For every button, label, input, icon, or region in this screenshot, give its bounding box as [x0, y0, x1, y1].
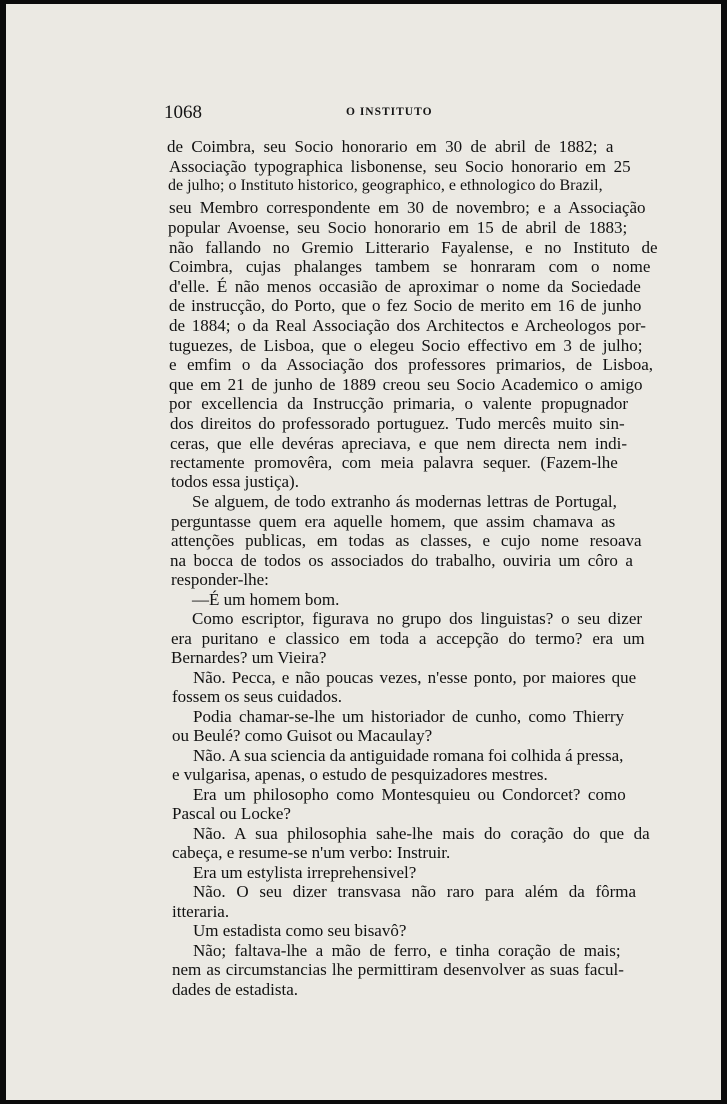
text-line: na bocca de todos os associados do trabalho, ouviria um côro a: [170, 551, 633, 570]
text-line: ceras, que elle devéras apreciava, e que nem directa nem indi-: [170, 434, 627, 453]
text-line: popular Avoense, seu Socio honorario em 15 de abril de 1883;: [168, 218, 628, 237]
text-line: Não; faltava-lhe a mão de ferro, e tinha coração de mais;: [193, 941, 621, 960]
text-line: d'elle. É não menos occasião de aproximar o nome da Sociedade: [169, 277, 641, 296]
text-line: Coimbra, cujas phalanges tambem se honraram com o nome: [169, 257, 651, 276]
text-line: Podia chamar-se-lhe um historiador de cunho, como Thierry: [193, 707, 625, 726]
text-line: ou Beulé? como Guisot ou Macaulay?: [172, 726, 433, 745]
text-line: Não. A sua sciencia da antiguidade romana foi colhida á pressa,: [193, 746, 624, 765]
text-line: de instrucção, do Porto, que o fez Socio de merito em 16 de junho: [169, 296, 642, 315]
text-line: dos direitos do professorado portuguez. Tudo mercês muito sin-: [170, 414, 625, 433]
page-number: 1068: [164, 102, 202, 123]
text-line: responder-lhe:: [171, 570, 269, 589]
running-title: O INSTITUTO: [346, 106, 433, 118]
text-line: era puritano e classico em toda a accepção do termo? era um: [171, 629, 645, 648]
text-line: seu Membro correspondente em 30 de novembro; e a Associação: [169, 198, 646, 217]
text-line: de 1884; o da Real Associação dos Architectos e Archeologos por-: [169, 316, 646, 335]
book-page: [6, 4, 721, 1100]
text-line: Era um philosopho como Montesquieu ou Condorcet? como: [193, 785, 626, 804]
text-line: Não. A sua philosophia sahe-lhe mais do coração do que da: [193, 824, 650, 843]
text-line: todos essa justiça).: [171, 472, 299, 491]
text-line: Um estadista como seu bisavô?: [193, 921, 407, 940]
text-line: tuguezes, de Lisboa, que o elegeu Socio effectivo em 3 de julho;: [169, 336, 643, 355]
text-line: dades de estadista.: [172, 980, 299, 999]
text-line: —É um homem bom.: [192, 590, 340, 609]
text-line: de Coimbra, seu Socio honorario em 30 de abril de 1882; a: [167, 137, 614, 156]
text-line: cabeça, e resume-se n'um verbo: Instruir.: [172, 843, 451, 862]
text-line: perguntasse quem era aquelle homem, que assim chamava as: [171, 512, 616, 531]
text-line: itteraria.: [172, 902, 230, 921]
text-line: Não. Pecca, e não poucas vezes, n'esse ponto, por maiores que: [193, 668, 637, 687]
text-line: Como escriptor, figurava no grupo dos linguistas? o seu dizer: [192, 609, 643, 628]
text-line: fossem os seus cuidados.: [172, 687, 342, 706]
text-line: Pascal ou Locke?: [172, 804, 291, 823]
text-line: rectamente promovêra, com meia palavra sequer. (Fazem-lhe: [170, 453, 618, 472]
text-line: não fallando no Gremio Litterario Fayalense, e no Instituto de: [169, 238, 658, 257]
text-line: Não. O seu dizer transvasa não raro para além da fôrma: [193, 882, 637, 901]
text-line: e emfim o da Associação dos professores primarios, de Lisboa,: [169, 355, 653, 374]
text-line: e vulgarisa, apenas, o estudo de pesquizadores mestres.: [172, 765, 548, 784]
text-line: attenções publicas, em todas as classes, e cujo nome resoava: [171, 531, 642, 550]
text-line: Associação typographica lisbonense, seu Socio honorario em 25: [169, 157, 631, 176]
text-line: que em 21 de junho de 1889 creou seu Socio Academico o amigo: [169, 375, 643, 394]
text-line: Era um estylista irreprehensivel?: [193, 863, 417, 882]
text-line: Se alguem, de todo extranho ás modernas lettras de Portugal,: [192, 492, 617, 511]
text-line: Bernardes? um Vieira?: [171, 648, 327, 667]
text-line: de julho; o Instituto historico, geographico, e ethnologico do Brazil,: [168, 177, 603, 194]
body-text: [6, 4, 721, 1100]
text-line: por excellencia da Instrucção primaria, o valente propugnador: [169, 394, 629, 413]
text-line: nem as circumstancias lhe permittiram desenvolver as suas facul-: [172, 960, 624, 979]
